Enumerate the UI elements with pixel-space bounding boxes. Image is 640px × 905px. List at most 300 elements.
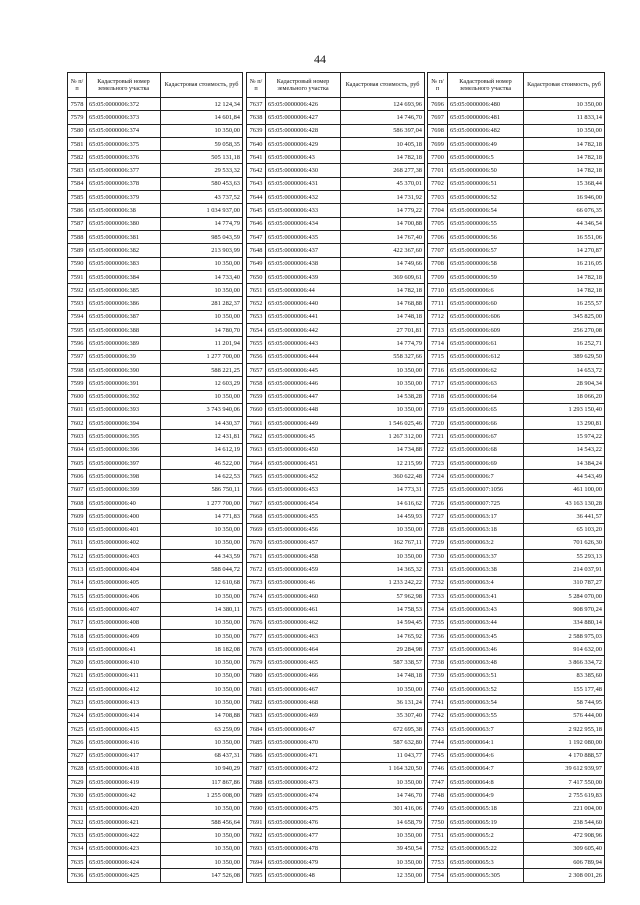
cadastral-number: 65:05:0000006:462 [266, 616, 341, 629]
cadastral-value: 14 771,83 [161, 510, 243, 523]
cadastral-value: 36 131,24 [341, 696, 425, 709]
cadastral-number: 65:05:0000006:68 [448, 443, 524, 456]
cadastral-number: 65:05:0000006:482 [448, 124, 524, 137]
cadastral-value: 44 343,59 [161, 550, 243, 563]
cadastral-number: 65:05:0000006:377 [87, 164, 161, 177]
cadastral-value: 2 308 001,26 [524, 869, 605, 882]
row-number: 7655 [247, 337, 266, 350]
table-row [247, 284, 425, 297]
row-number: 7726 [428, 496, 448, 509]
table-row [247, 217, 425, 230]
cadastral-number: 65:05:0000006:433 [266, 204, 341, 217]
row-number: 7665 [247, 470, 266, 483]
cadastral-value: 1 164 320,50 [341, 762, 425, 775]
table-row [68, 683, 243, 696]
cadastral-value: 672 695,38 [341, 722, 425, 735]
cadastral-number: 65:05:0000006:404 [87, 563, 161, 576]
cadastral-number: 65:05:0000006:431 [266, 177, 341, 190]
table-row [68, 337, 243, 350]
cadastral-number: 65:05:0000006:432 [266, 191, 341, 204]
row-number: 7744 [428, 736, 448, 749]
table-row [247, 324, 425, 337]
cadastral-number: 65:05:0000006:408 [87, 616, 161, 629]
row-number: 7651 [247, 284, 266, 297]
cadastral-value: 83 385,60 [524, 669, 605, 682]
cadastral-number: 65:05:0000006:418 [87, 762, 161, 775]
cadastral-value: 14 622,53 [161, 470, 243, 483]
cadastral-number: 65:05:0000006:374 [87, 124, 161, 137]
table-row [428, 722, 605, 735]
table-row [68, 204, 243, 217]
row-number: 7634 [68, 842, 87, 855]
cadastral-number: 65:05:0000064:1 [448, 736, 524, 749]
header-cadastral-value: Кадастровая стоимость, руб [341, 73, 425, 98]
cadastral-value: 14 765,92 [341, 629, 425, 642]
table-row [247, 776, 425, 789]
table-row [68, 470, 243, 483]
cadastral-number: 65:05:0000007:725 [448, 496, 524, 509]
table-row [68, 430, 243, 443]
cadastral-value: 14 758,53 [341, 603, 425, 616]
table-row [428, 164, 605, 177]
cadastral-number: 65:05:0000063:54 [448, 696, 524, 709]
table-row [247, 310, 425, 323]
table-row [428, 390, 605, 403]
row-number: 7746 [428, 762, 448, 775]
table-row [247, 417, 425, 430]
cadastral-number: 65:05:0000006:415 [87, 722, 161, 735]
cadastral-value: 14 782,18 [524, 164, 605, 177]
cadastral-number: 65:05:0000063:7 [448, 722, 524, 735]
header-num: № п/п [428, 73, 448, 98]
cadastral-number: 65:05:0000063:18 [448, 523, 524, 536]
table-row [247, 390, 425, 403]
cadastral-number: 65:05:0000006:481 [448, 111, 524, 124]
cadastral-value: 238 544,60 [524, 816, 605, 829]
row-number: 7688 [247, 776, 266, 789]
table-row [247, 483, 425, 496]
cadastral-number: 65:05:0000006:422 [87, 829, 161, 842]
table-row [68, 722, 243, 735]
cadastral-value: 10 350,00 [341, 523, 425, 536]
cadastral-value: 14 430,37 [161, 417, 243, 430]
row-number: 7713 [428, 324, 448, 337]
row-number: 7612 [68, 550, 87, 563]
cadastral-value: 310 787,27 [524, 576, 605, 589]
cadastral-number: 65:05:0000006:6 [448, 284, 524, 297]
table-row [247, 257, 425, 270]
table-row [247, 869, 425, 882]
cadastral-value: 14 459,93 [341, 510, 425, 523]
header-cadastral-number: Кадастровый номер земельного участка [87, 73, 161, 98]
table-row [428, 736, 605, 749]
row-number: 7623 [68, 696, 87, 709]
row-number: 7636 [68, 869, 87, 882]
cadastral-number: 65:05:0000006:5 [448, 151, 524, 164]
table-header [428, 73, 605, 98]
cadastral-value: 155 177,48 [524, 683, 605, 696]
cadastral-value: 14 767,40 [341, 230, 425, 243]
row-number: 7730 [428, 550, 448, 563]
table-row [428, 430, 605, 443]
row-number: 7707 [428, 244, 448, 257]
row-number: 7717 [428, 377, 448, 390]
cadastral-value: 14 658,79 [341, 816, 425, 829]
cadastral-value: 10 350,00 [161, 656, 243, 669]
row-number: 7738 [428, 656, 448, 669]
row-number: 7702 [428, 177, 448, 190]
table-row [68, 816, 243, 829]
cadastral-value: 558 327,66 [341, 350, 425, 363]
cadastral-number: 65:05:0000065:22 [448, 842, 524, 855]
cadastral-value: 914 632,00 [524, 643, 605, 656]
row-number: 7684 [247, 722, 266, 735]
row-number: 7719 [428, 403, 448, 416]
row-number: 7629 [68, 776, 87, 789]
cadastral-number: 65:05:0000006:406 [87, 589, 161, 602]
row-number: 7715 [428, 350, 448, 363]
row-number: 7640 [247, 137, 266, 150]
row-number: 7729 [428, 536, 448, 549]
table-row [68, 350, 243, 363]
header-cadastral-number: Кадастровый номер земельного участка [448, 73, 524, 98]
row-number: 7643 [247, 177, 266, 190]
row-number: 7712 [428, 310, 448, 323]
cadastral-value: 29 284,98 [341, 643, 425, 656]
page-number: 44 [314, 52, 326, 66]
cadastral-value: 606 789,94 [524, 855, 605, 868]
cadastral-number: 65:05:0000006:402 [87, 536, 161, 549]
cadastral-number: 65:05:0000006:401 [87, 523, 161, 536]
cadastral-value: 14 708,88 [161, 709, 243, 722]
row-number: 7682 [247, 696, 266, 709]
row-number: 7613 [68, 563, 87, 576]
table-row [68, 284, 243, 297]
cadastral-value: 586 750,11 [161, 483, 243, 496]
row-number: 7611 [68, 536, 87, 549]
cadastral-value: 7 417 550,00 [524, 776, 605, 789]
row-number: 7625 [68, 722, 87, 735]
cadastral-value: 18 182,08 [161, 643, 243, 656]
cadastral-table-middle [246, 72, 425, 883]
cadastral-value: 14 748,18 [341, 669, 425, 682]
row-number: 7584 [68, 177, 87, 190]
row-number: 7731 [428, 563, 448, 576]
table-row [428, 337, 605, 350]
table-row [68, 603, 243, 616]
row-number: 7671 [247, 550, 266, 563]
cadastral-number: 65:05:0000064:7 [448, 762, 524, 775]
cadastral-number: 65:05:0000063:2 [448, 536, 524, 549]
cadastral-value: 63 259,09 [161, 722, 243, 735]
cadastral-value: 461 100,00 [524, 483, 605, 496]
cadastral-value: 281 282,37 [161, 297, 243, 310]
cadastral-number: 65:05:0000006:66 [448, 417, 524, 430]
table-row [428, 257, 605, 270]
cadastral-value: 14 768,88 [341, 297, 425, 310]
cadastral-value: 59 058,35 [161, 137, 243, 150]
row-number: 7609 [68, 510, 87, 523]
cadastral-value: 701 626,30 [524, 536, 605, 549]
row-number: 7734 [428, 603, 448, 616]
row-number: 7743 [428, 722, 448, 735]
cadastral-value: 1 267 312,00 [341, 430, 425, 443]
cadastral-number: 65:05:0000006:378 [87, 177, 161, 190]
table-row [428, 709, 605, 722]
cadastral-value: 39 450,54 [341, 842, 425, 855]
table-row [247, 111, 425, 124]
table-row [68, 576, 243, 589]
table-row [428, 244, 605, 257]
table-row [428, 177, 605, 190]
table-row [428, 310, 605, 323]
row-number: 7604 [68, 443, 87, 456]
cadastral-value: 10 350,00 [341, 403, 425, 416]
cadastral-number: 65:05:0000063:37 [448, 550, 524, 563]
row-number: 7737 [428, 643, 448, 656]
cadastral-value: 14 782,18 [524, 284, 605, 297]
cadastral-number: 65:05:0000006:55 [448, 217, 524, 230]
row-number: 7698 [428, 124, 448, 137]
cadastral-value: 16 946,00 [524, 191, 605, 204]
cadastral-value: 588 221,25 [161, 363, 243, 376]
table-row [247, 629, 425, 642]
cadastral-value: 576 444,00 [524, 709, 605, 722]
cadastral-number: 65:05:0000006:459 [266, 563, 341, 576]
row-number: 7749 [428, 802, 448, 815]
table-row [68, 523, 243, 536]
cadastral-number: 65:05:0000006:409 [87, 629, 161, 642]
cadastral-number: 65:05:0000006:427 [266, 111, 341, 124]
cadastral-value: 16 216,05 [524, 257, 605, 270]
cadastral-value: 1 293 150,40 [524, 403, 605, 416]
cadastral-value: 10 350,00 [341, 363, 425, 376]
row-number: 7683 [247, 709, 266, 722]
cadastral-value: 268 277,38 [341, 164, 425, 177]
table-row [68, 669, 243, 682]
cadastral-value: 10 350,00 [161, 589, 243, 602]
cadastral-value: 14 774,79 [161, 217, 243, 230]
cadastral-number: 65:05:0000006:379 [87, 191, 161, 204]
table-row [247, 124, 425, 137]
table-row [428, 510, 605, 523]
cadastral-number: 65:05:0000006:475 [266, 802, 341, 815]
table-row [68, 217, 243, 230]
row-number: 7716 [428, 363, 448, 376]
cadastral-table-right [427, 72, 605, 883]
table-row [247, 563, 425, 576]
cadastral-number: 65:05:0000006:466 [266, 669, 341, 682]
cadastral-value: 10 350,00 [161, 536, 243, 549]
row-number: 7596 [68, 337, 87, 350]
table-row [68, 164, 243, 177]
cadastral-number: 65:05:0000006:388 [87, 324, 161, 337]
row-number: 7654 [247, 324, 266, 337]
table-row [247, 98, 425, 111]
cadastral-value: 12 431,81 [161, 430, 243, 443]
cadastral-value: 10 350,00 [161, 284, 243, 297]
row-number: 7674 [247, 589, 266, 602]
table-row [428, 762, 605, 775]
row-number: 7745 [428, 749, 448, 762]
cadastral-value: 3 743 940,06 [161, 403, 243, 416]
table-row [247, 696, 425, 709]
table-row [428, 284, 605, 297]
table-row [68, 550, 243, 563]
cadastral-number: 65:05:0000006:434 [266, 217, 341, 230]
cadastral-value: 12 350,00 [341, 869, 425, 882]
row-number: 7597 [68, 350, 87, 363]
cadastral-number: 65:05:0000006:419 [87, 776, 161, 789]
cadastral-value: 14 538,28 [341, 390, 425, 403]
row-number: 7606 [68, 470, 87, 483]
cadastral-value: 472 908,96 [524, 829, 605, 842]
cadastral-value: 29 533,32 [161, 164, 243, 177]
cadastral-value: 14 653,72 [524, 363, 605, 376]
row-number: 7722 [428, 443, 448, 456]
table-row [68, 789, 243, 802]
row-number: 7624 [68, 709, 87, 722]
cadastral-number: 65:05:0000065:18 [448, 802, 524, 815]
cadastral-value: 14 380,11 [161, 603, 243, 616]
row-number: 7711 [428, 297, 448, 310]
table-row [428, 816, 605, 829]
table-row [68, 643, 243, 656]
table-row [247, 669, 425, 682]
table-row [247, 337, 425, 350]
table-row [428, 802, 605, 815]
cadastral-number: 65:05:0000006:457 [266, 536, 341, 549]
table-row [428, 855, 605, 868]
row-number: 7753 [428, 855, 448, 868]
header-num: № п/п [68, 73, 87, 98]
row-number: 7754 [428, 869, 448, 882]
cadastral-value: 44 346,54 [524, 217, 605, 230]
cadastral-number: 65:05:0000006:40 [87, 496, 161, 509]
cadastral-value: 14 749,66 [341, 257, 425, 270]
cadastral-number: 65:05:0000006:428 [266, 124, 341, 137]
row-number: 7595 [68, 324, 87, 337]
cadastral-number: 65:05:0000006:472 [266, 762, 341, 775]
cadastral-number: 65:05:0000007:1056 [448, 483, 524, 496]
row-number: 7689 [247, 789, 266, 802]
table-row [68, 230, 243, 243]
cadastral-number: 65:05:0000006:439 [266, 270, 341, 283]
table-row [247, 496, 425, 509]
cadastral-number: 65:05:0000006:400 [87, 510, 161, 523]
table-row [247, 722, 425, 735]
table-row [247, 244, 425, 257]
row-number: 7710 [428, 284, 448, 297]
cadastral-value: 10 350,00 [161, 310, 243, 323]
row-number: 7620 [68, 656, 87, 669]
cadastral-number: 65:05:0000006:45 [266, 430, 341, 443]
cadastral-value: 3 866 334,72 [524, 656, 605, 669]
cadastral-value: 309 605,40 [524, 842, 605, 855]
row-number: 7602 [68, 417, 87, 430]
cadastral-number: 65:05:0000006:407 [87, 603, 161, 616]
cadastral-number: 65:05:0000006:423 [87, 842, 161, 855]
cadastral-value: 12 603,29 [161, 377, 243, 390]
header-num: № п/п [247, 73, 266, 98]
row-number: 7669 [247, 523, 266, 536]
table-row [68, 483, 243, 496]
cadastral-value: 1 546 025,46 [341, 417, 425, 430]
row-number: 7650 [247, 270, 266, 283]
header-cadastral-value: Кадастровая стоимость, руб [161, 73, 243, 98]
table-row [247, 350, 425, 363]
cadastral-number: 65:05:0000006:49 [448, 137, 524, 150]
table-row [247, 230, 425, 243]
table-header [68, 73, 243, 98]
row-number: 7638 [247, 111, 266, 124]
cadastral-number: 65:05:0000006:440 [266, 297, 341, 310]
row-number: 7622 [68, 683, 87, 696]
cadastral-value: 13 290,81 [524, 417, 605, 430]
cadastral-value: 14 782,18 [524, 137, 605, 150]
table-row [247, 762, 425, 775]
row-number: 7582 [68, 151, 87, 164]
table-row [428, 111, 605, 124]
cadastral-number: 65:05:0000006:411 [87, 669, 161, 682]
table-row [428, 550, 605, 563]
table-row [428, 829, 605, 842]
cadastral-value: 10 350,00 [341, 855, 425, 868]
cadastral-value: 10 350,00 [341, 550, 425, 563]
table-row [247, 164, 425, 177]
cadastral-number: 65:05:0000006:412 [87, 683, 161, 696]
cadastral-value: 12 215,99 [341, 457, 425, 470]
cadastral-number: 65:05:0000006:471 [266, 749, 341, 762]
row-number: 7752 [428, 842, 448, 855]
cadastral-value: 10 350,00 [524, 98, 605, 111]
cadastral-value: 586 397,04 [341, 124, 425, 137]
cadastral-value: 10 350,00 [161, 829, 243, 842]
cadastral-number: 65:05:0000064:6 [448, 749, 524, 762]
table-row [428, 696, 605, 709]
table-row [428, 324, 605, 337]
cadastral-value: 15 368,44 [524, 177, 605, 190]
row-number: 7673 [247, 576, 266, 589]
cadastral-value: 46 522,00 [161, 457, 243, 470]
cadastral-number: 65:05:0000006:391 [87, 377, 161, 390]
cadastral-number: 65:05:0000063:48 [448, 656, 524, 669]
cadastral-value: 162 767,11 [341, 536, 425, 549]
cadastral-number: 65:05:0000006:39 [87, 350, 161, 363]
table-row [428, 563, 605, 576]
table-row [68, 629, 243, 642]
row-number: 7639 [247, 124, 266, 137]
cadastral-value: 10 350,00 [161, 523, 243, 536]
table-row [428, 749, 605, 762]
row-number: 7740 [428, 683, 448, 696]
cadastral-value: 2 755 619,83 [524, 789, 605, 802]
cadastral-value: 66 076,35 [524, 204, 605, 217]
table-row [247, 137, 425, 150]
cadastral-number: 65:05:0000065:3 [448, 855, 524, 868]
cadastral-number: 65:05:0000006:454 [266, 496, 341, 509]
cadastral-value: 43 163 130,28 [524, 496, 605, 509]
row-number: 7594 [68, 310, 87, 323]
cadastral-number: 65:05:0000006:421 [87, 816, 161, 829]
row-number: 7647 [247, 230, 266, 243]
row-number: 7696 [428, 98, 448, 111]
cadastral-value: 12 610,68 [161, 576, 243, 589]
cadastral-number: 65:05:0000006:50 [448, 164, 524, 177]
cadastral-value: 10 350,00 [341, 776, 425, 789]
cadastral-number: 65:05:0000063:51 [448, 669, 524, 682]
cadastral-number: 65:05:0000006:609 [448, 324, 524, 337]
